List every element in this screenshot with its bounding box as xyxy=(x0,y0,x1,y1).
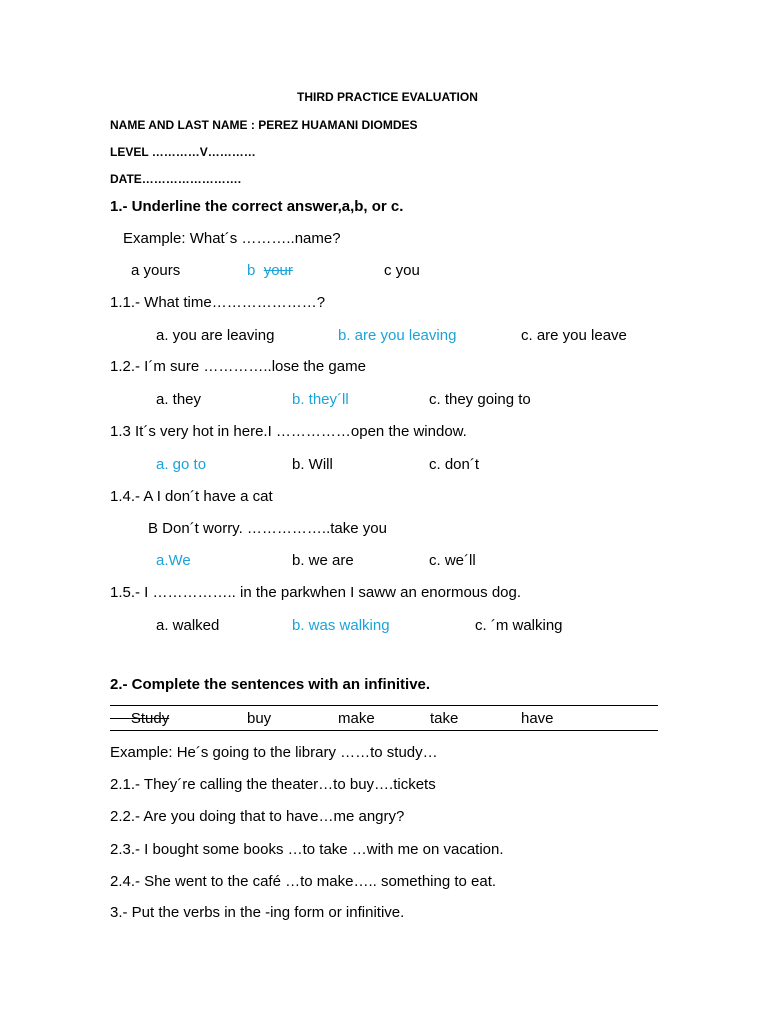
question-1-4-line-b: B Don´t worry. ……………..take you xyxy=(148,520,387,537)
section2-heading: 2.- Complete the sentences with an infinitive. xyxy=(110,676,431,693)
page-title: THIRD PRACTICE EVALUATION xyxy=(297,90,478,104)
q1-1-option-a: a. you are leaving xyxy=(156,327,275,344)
q1-2-option-b: b. they´ll xyxy=(292,391,349,408)
item-2-1: 2.1.- They´re calling the theater…to buy….tickets xyxy=(110,776,436,793)
example1-option-c: c you xyxy=(384,262,420,279)
date-line: DATE……………………. xyxy=(110,172,242,186)
section3-heading: 3.- Put the verbs in the -ing form or infinitive. xyxy=(110,904,405,921)
word-bank-top-rule xyxy=(110,705,658,706)
q1-1-option-b: b. are you leaving xyxy=(338,327,457,344)
q1-3-option-c: c. don´t xyxy=(429,456,480,473)
q1-5-option-c: c. ´m walking xyxy=(475,617,563,634)
question-1-4: 1.4.- A I don´t have a cat xyxy=(110,488,273,505)
section1-heading: 1.- Underline the correct answer,a,b, or c. xyxy=(110,198,404,215)
q1-4-option-a: a.We xyxy=(156,552,191,569)
q1-1-option-c: c. are you leave xyxy=(521,327,627,344)
word-bank-study-text: Study xyxy=(130,710,170,727)
question-1-1: 1.1.- What time…………………? xyxy=(110,294,326,311)
word-bank-item-make: make xyxy=(338,710,375,727)
section2-example: Example: He´s going to the library ……to study… xyxy=(110,744,438,761)
q1-3-option-a: a. go to xyxy=(156,456,207,473)
q1-3-option-b: b. Will xyxy=(292,456,333,473)
q1-5-option-b: b. was walking xyxy=(292,617,390,634)
word-bank-bottom-rule xyxy=(110,730,658,731)
q1-4-option-c: c. we´ll xyxy=(429,552,476,569)
example1-prompt: Example: What´s ………..name? xyxy=(123,230,341,247)
item-2-3: 2.3.- I bought some books …to take …with me on vacation. xyxy=(110,841,504,858)
item-2-4: 2.4.- She went to the café …to make….. something to eat. xyxy=(110,873,497,890)
example1-option-a: a yours xyxy=(131,262,181,279)
option-letter: b xyxy=(247,262,256,279)
q1-4-option-b: b. we are xyxy=(292,552,354,569)
word-bank-item-have: have xyxy=(521,710,554,727)
word-bank-item-take: take xyxy=(430,710,459,727)
struck-answer: your xyxy=(263,262,293,279)
word-bank-item-buy: buy xyxy=(247,710,272,727)
q1-2-option-c: c. they going to xyxy=(429,391,531,408)
level-line: LEVEL …………V………… xyxy=(110,145,256,159)
example1-option-b xyxy=(247,262,293,280)
q1-5-option-a: a. walked xyxy=(156,617,220,634)
q1-2-option-a: a. they xyxy=(156,391,202,408)
question-1-2: 1.2.- I´m sure …………..lose the game xyxy=(110,358,366,375)
name-line: NAME AND LAST NAME : PEREZ HUAMANI DIOMDES xyxy=(110,118,418,132)
word-bank-item-study xyxy=(110,710,169,728)
item-2-2: 2.2.- Are you doing that to have…me angry? xyxy=(110,808,405,825)
question-1-5: 1.5.- I …………….. in the parkwhen I saww an enormous dog. xyxy=(110,584,522,601)
question-1-3: 1.3 It´s very hot in here.I ……………open the window. xyxy=(110,423,467,440)
